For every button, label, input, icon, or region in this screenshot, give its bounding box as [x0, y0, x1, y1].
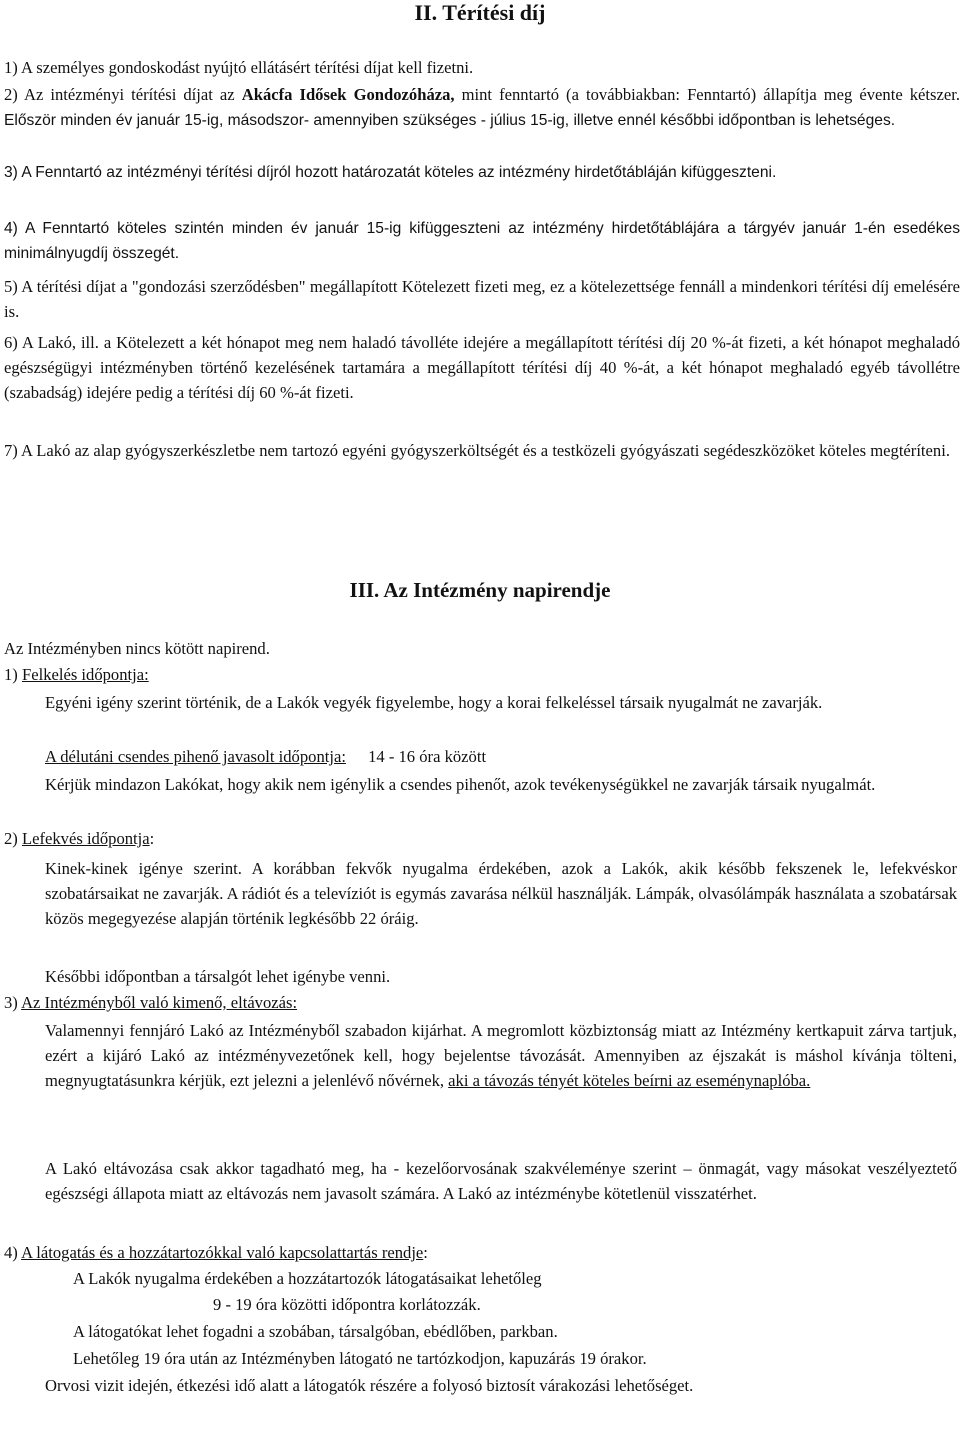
item-2-c: Először minden év január 15-ig, másodszor- amennyiben szükséges - július 15-ig, illetve ennél későbbi időpontban is lehetséges.: [4, 112, 896, 129]
s3-label: 3): [4, 993, 22, 1012]
item-3: 3) A Fenntartó az intézményi térítési díjról hozott határozatát köteles az intézmény hirdetőtábláján kifüggeszteni.: [4, 164, 777, 181]
s4-line-3: A látogatókat lehet fogadni a szobában, társalgóban, ebédlőben, parkban.: [73, 1322, 558, 1341]
s3-text-underlined: aki a távozás tényét köteles beírni az eseménynaplóba.: [448, 1071, 811, 1090]
s1-title: Felkelés időpontja:: [21, 665, 149, 684]
s2-title: Lefekvés időpontja: [21, 829, 150, 848]
s1-text2: Kérjük mindazon Lakókat, hogy akik nem igénylik a csendes pihenőt, azok tevékenységükkel ne zavarják társaik nyugalmát.: [45, 775, 876, 794]
s4-colon: :: [423, 1243, 428, 1262]
s2-label: 2): [4, 829, 22, 848]
item-2-a: 2) Az intézményi térítési díjat az: [4, 85, 235, 104]
s1-rest: [45, 744, 957, 769]
item-7: 7) A Lakó az alap gyógyszerkészletbe nem tartozó egyéni gyógyszerköltségét és a testközeli gyógyászati segédeszközöket köteles megtéríteni.: [4, 441, 950, 460]
s2-text2: Későbbi időpontban a társalgót lehet igénybe venni.: [45, 967, 391, 986]
s1-rest-label: A délutáni csendes pihenő javasolt időpontja:: [45, 747, 346, 766]
s1-heading: [4, 662, 960, 687]
section-3-intro: Az Intézményben nincs kötött napirend.: [4, 639, 270, 658]
section-2-title: II. Térítési díj: [414, 0, 546, 25]
s3-text: [45, 1018, 957, 1093]
s2-colon: :: [149, 829, 155, 848]
s1-text: Egyéni igény szerint történik, de a Lakók vegyék figyelembe, hogy a korai felkeléssel társaik nyugalmát ne zavarják.: [45, 693, 823, 712]
item-6-b: a Kötelezett a két hónapot meg nem haladó távolléte idejére a megállapított térítési díj 20 %-át fizeti, a két hónapot meghaladó egészségügyi intézményben történő kezelésének tartamára a megállapított térítési díj 40 %-át, a két hónapot meghaladó egyéb távollétre (szabadság) idejére pedig a térítési díj 60 %-át fizeti.: [4, 333, 960, 402]
s4-line-2: 9 - 19 óra közötti időpontra korlátozzák.: [213, 1295, 481, 1314]
item-2-b: mint fenntartó (a továbbiakban: Fenntartó) állapítja meg évente kétszer.: [461, 85, 960, 104]
item-6-a: 6) A Lakó, ill.: [4, 333, 99, 352]
s4-line-5: Orvosi vizit idején, étkezési idő alatt a látogatók részére a folyosó biztosít várakozási lehetőséget.: [45, 1376, 694, 1395]
s4-line-4: Lehetőleg 19 óra után az Intézményben látogató ne tartózkodjon, kapuzárás 19 órakor.: [73, 1349, 647, 1368]
s4-heading: [4, 1240, 960, 1265]
s3-text-a: Valamennyi fennjáró Lakó az Intézményből szabadon kijárhat. A megromlott közbiztonság miatt az Intézmény kertkapuit zárva tartjuk, ezért a kijáró Lakó az intézményvezetőnek kell, hogy bejelentse távozását. Amennyiben az éjszakát is máshol kívánja tölteni, megnyugtatásunkra kérjük, ezt jelezni a jelenlévő nővérnek,: [45, 1021, 957, 1090]
s2-text: Kinek-kinek igénye szerint. A korábban fekvők nyugalma érdekében, azok a Lakók, akik később fekszenek le, lefekvéskor szobatársaikat ne zavarják. A rádiót és a televíziót is egymás zavarása nélkül használják. Lámpák, olvasólámpák használata a szobatársak közös megegyezése alapján történik legkésőbb 22 óráig.: [45, 859, 957, 928]
section-3-title: III. Az Intézmény napirendje: [349, 578, 611, 602]
s3-text2: A Lakó eltávozása csak akkor tagadható meg, ha - kezelőorvosának szakvéleménye szerint – önmagát, vagy másokat veszélyeztető egészségi állapota miatt az eltávozás nem javasolt számára. A Lakó az intézménybe kötetlenül visszatérhet.: [45, 1159, 957, 1203]
organization-name: Akácfa Idősek Gondozóháza,: [241, 85, 455, 104]
s4-label: 4): [4, 1243, 22, 1262]
item-5: 5) A térítési díjat a "gondozási szerződésben" megállapított Kötelezett fizeti meg, ez a kötelezettsége fennáll a mindenkori térítési díj emelésére is.: [4, 277, 960, 321]
s1-label: 1): [4, 665, 22, 684]
item-1: 1) A személyes gondoskodást nyújtó ellátásért térítési díjat kell fizetni.: [4, 58, 474, 77]
item-4: 4) A Fenntartó köteles szintén minden év január 15-ig kifüggeszteni az intézmény hirdetőtáblájára a tárgyév január 1-én esedékes minimálnyugdíj összegét.: [4, 220, 960, 262]
item-2: [4, 82, 960, 133]
s4-line-1: A Lakók nyugalma érdekében a hozzátartozók látogatásaikat lehetőleg: [73, 1269, 542, 1288]
s3-heading: [4, 990, 960, 1015]
s2-heading: [4, 826, 960, 851]
item-6: [4, 330, 960, 405]
s3-title: Az Intézményből való kimenő, eltávozás:: [21, 993, 298, 1012]
s4-title: A látogatás és a hozzátartozókkal való kapcsolattartás rendje: [21, 1243, 424, 1262]
s1-rest-value: 14 - 16 óra között: [368, 747, 487, 766]
